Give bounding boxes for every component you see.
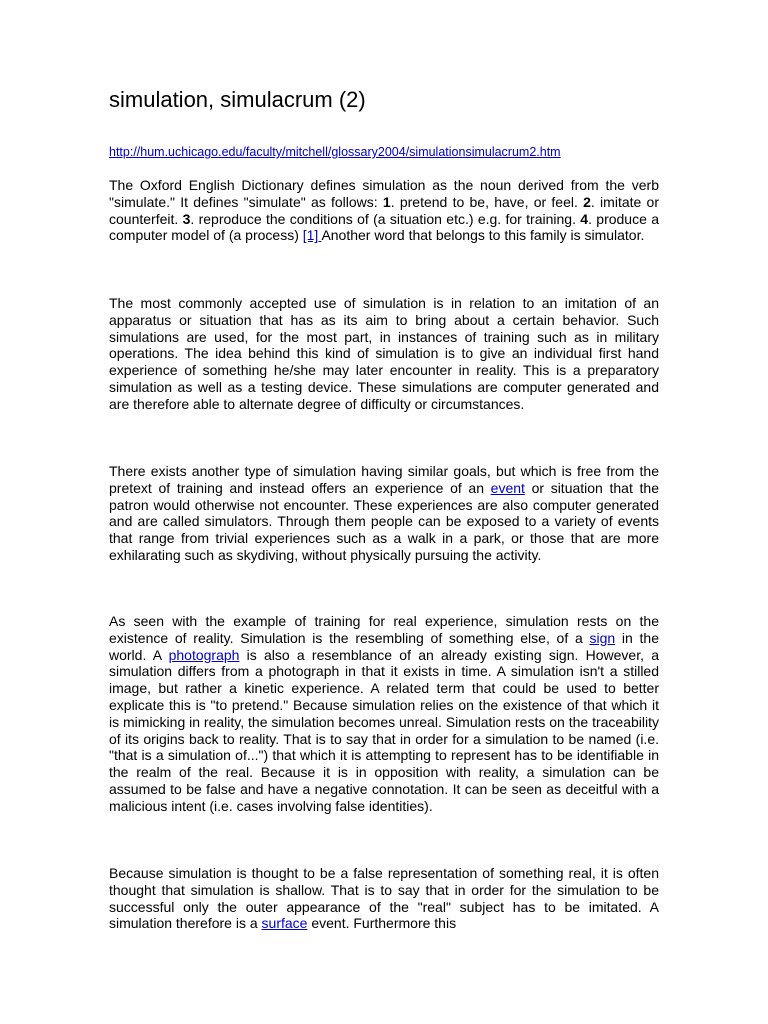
- text-run: Another word that belongs to this family is simulator.: [321, 227, 645, 244]
- paragraph-simulators: [109, 463, 659, 564]
- surface-link[interactable]: surface: [261, 915, 308, 932]
- footnote-link[interactable]: [1]: [302, 227, 322, 244]
- bold-number: 3: [182, 210, 191, 227]
- text-run: . reproduce the conditions of (a situation etc.) e.g. for training.: [190, 210, 581, 227]
- page-title: simulation, simulacrum (2): [109, 87, 366, 112]
- paragraph-definition: [109, 177, 659, 244]
- sign-link[interactable]: sign: [589, 629, 616, 646]
- source-url-link[interactable]: http://hum.uchicago.edu/faculty/mitchell/glossary2004/simulationsimulacrum2.htm: [109, 145, 561, 159]
- paragraph-reality: [109, 613, 659, 815]
- text-run: is also a resemblance of an already existing sign. However, a simulation differs from a photograph in that it exists in time. A simulation isn't a stilled image, but rather a kinetic experience. A related term that could be used to better explicate this is "to pretend." Because simulation relies on the existence of that which it is mimicking in reality, the simulation becomes unreal. Simulation rests on the traceability of its origins back to reality. That is to say that in order for a simulation to be named (i.e. "that is a simulation of...") that which it is attempting to represent has to be identifiable in the realm of the real. Because it is in opposition with reality, a simulation can be assumed to be false and have a negative connotation. It can be seen as deceitful with a malicious intent (i.e. cases involving false identities).: [109, 646, 659, 814]
- bold-number: 2: [583, 193, 591, 210]
- text-run: event. Furthermore this: [307, 915, 457, 932]
- text-run: in the world. A: [109, 629, 659, 663]
- text-run: There exists another type of simulation having similar goals, but which is free from the pretext of training and instead offers an experience of an: [109, 463, 659, 496]
- paragraph-surface: [109, 865, 659, 932]
- text-run: . produce a computer model of (a process): [109, 210, 659, 244]
- photograph-link[interactable]: photograph: [168, 646, 240, 663]
- bold-number: 1: [382, 193, 391, 210]
- bold-number: 4: [580, 210, 589, 227]
- text-run: or situation that the patron would otherwise not encounter. These experiences are also computer generated and are called simulators. Through them people can be exposed to a variety of events that range from trivial experiences such as a walk in a park, or those that are more exhilarating such as skydiving, without physically pursuing the activity.: [109, 479, 659, 563]
- text-run: As seen with the example of training for real experience, simulation rests on the existence of reality. Simulation is the resembling of something else, of a: [109, 613, 659, 646]
- event-link[interactable]: event: [490, 479, 525, 496]
- text-run: . pretend to be, have, or feel.: [390, 193, 584, 210]
- paragraph-training: The most commonly accepted use of simulation is in relation to an imitation of an apparatus or situation that has as its aim to bring about a certain behavior. Such simulations are used, for the most part, in instances of training such as in military operations. The idea behind this kind of simulation is to give an individual first hand experience of something he/she may later encounter in reality. This is a preparatory simulation as well as a testing device. These simulations are computer generated and are therefore able to alternate degree of difficulty or circumstances.: [109, 295, 659, 412]
- text-run: . imitate or counterfeit.: [109, 193, 659, 227]
- text-run: Because simulation is thought to be a false representation of something real, it is often thought that simulation is shallow. That is to say that in order for the simulation to be successful only the outer appearance of the "real" subject has to be imitated. A simulation therefore is a: [109, 865, 659, 932]
- text-run: The Oxford English Dictionary defines simulation as the noun derived from the verb "simulate." It defines "simulate" as follows:: [109, 177, 659, 210]
